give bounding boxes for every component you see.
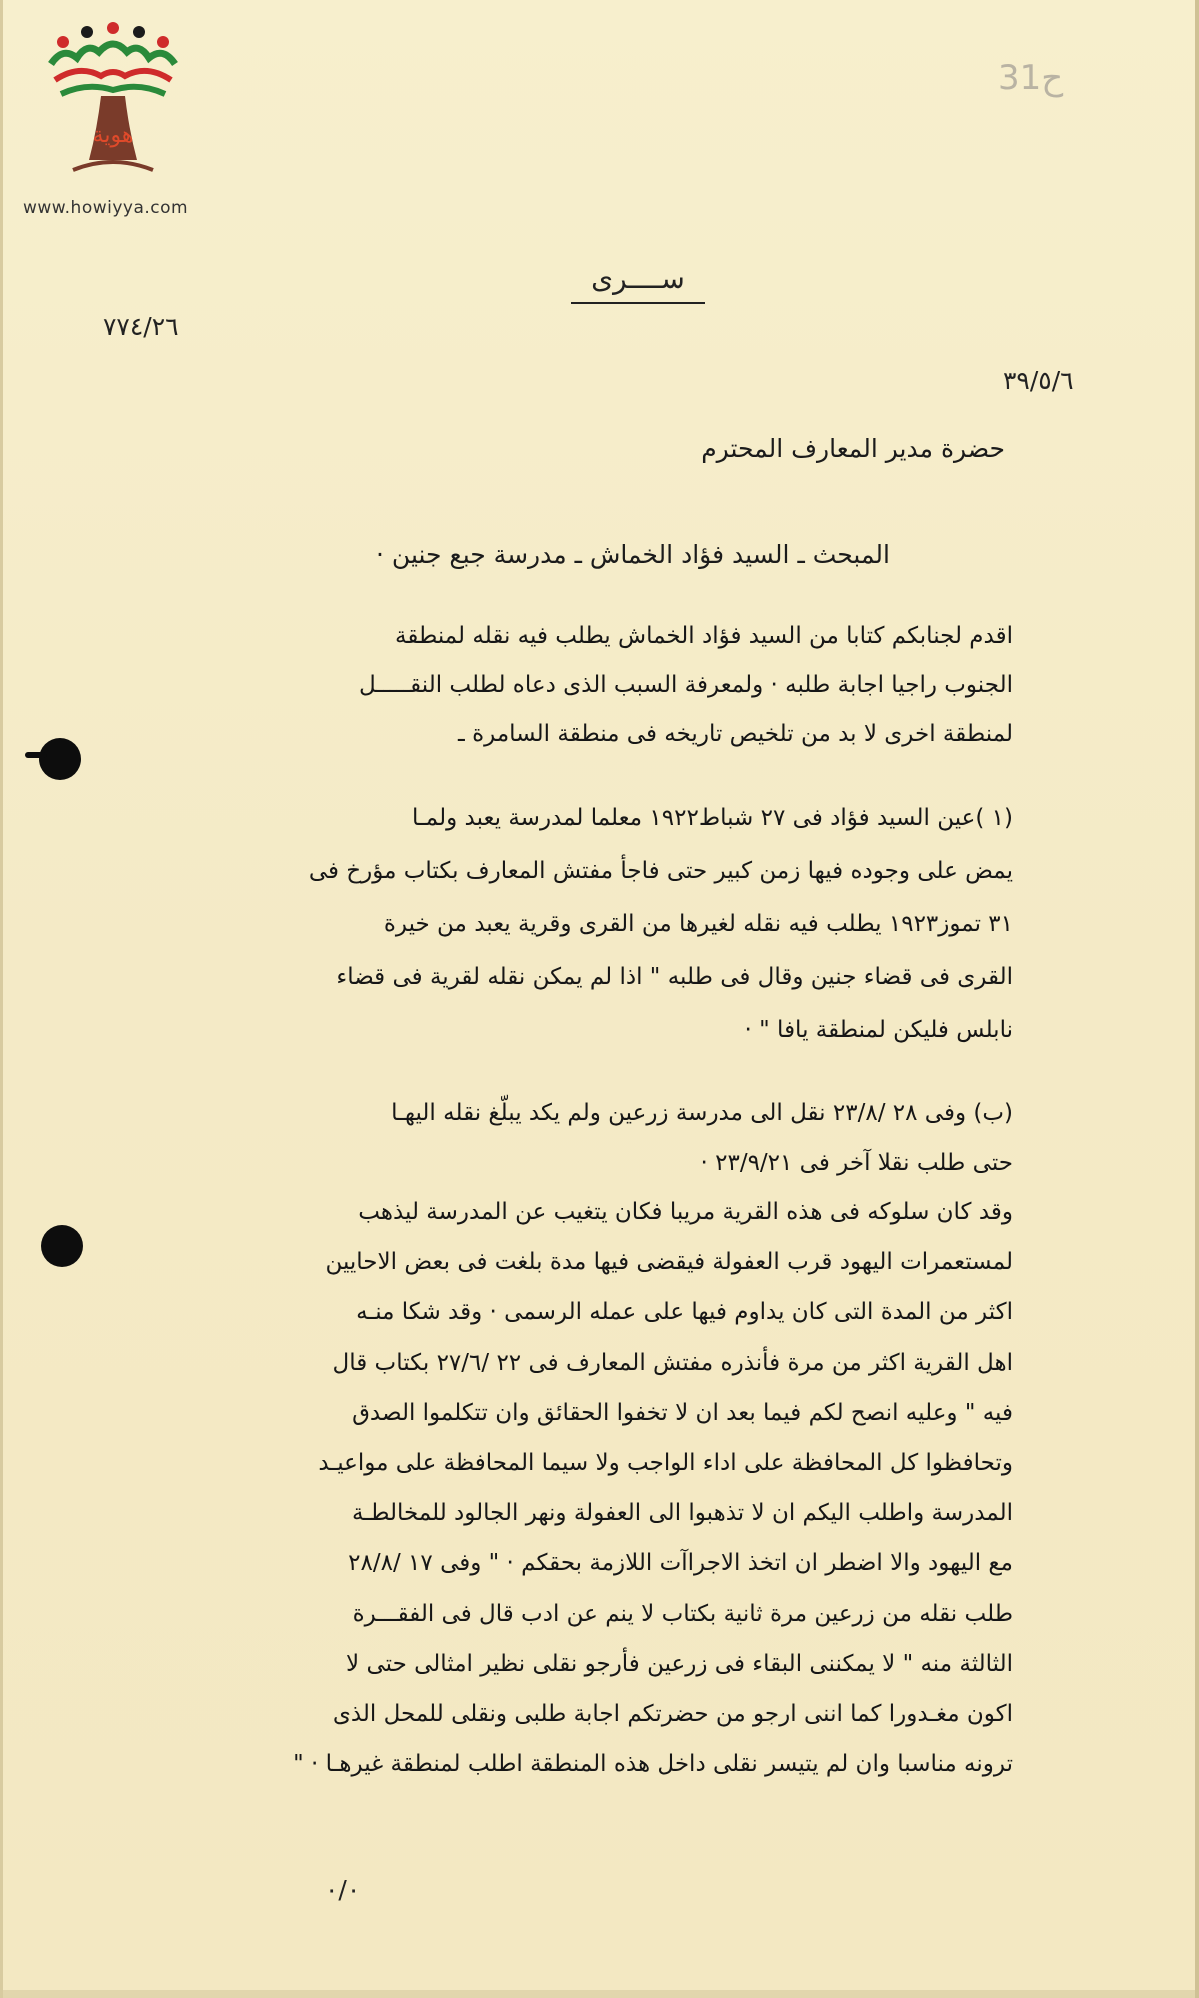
paragraph-intro [98, 612, 1013, 759]
paragraph-line: اكون مغـدورا كما اننى ارجو من حضرتكم اجابة طلبى ونقلى للمحل الذى [332, 1701, 1013, 1728]
paragraph-line: اقدم لجنابكم كتابا من السيد فؤاد الخماش يطلب فيه نقله لمنطقة [394, 623, 1013, 649]
paragraph-line: مع اليهود والا اضطر ان اتخذ الاجراآت اللازمة بحقكم · " وفى ١٧ /٢٨/٨ [348, 1550, 1013, 1577]
punch-hole [39, 738, 81, 780]
howiyya-tree-logo [43, 20, 183, 190]
subject-line: المبحث ـ السيد فؤاد الخماش ـ مدرسة جبع جنين · [376, 540, 890, 569]
paragraph-line: وقد كان سلوكه فى هذه القرية مريبا فكان يتغيب عن المدرسة ليذهب [358, 1199, 1013, 1225]
paragraph-item-b [98, 1088, 1013, 1188]
paragraph-line: وتحافظوا كل المحافظة على اداء الواجب ولا سيما المحافظة على مواعيـد [318, 1450, 1013, 1477]
logo-url: www.howiyya.com [23, 198, 189, 218]
punch-hole [41, 1225, 83, 1267]
paragraph-line: المدرسة واطلب اليكم ان لا تذهبوا الى العفولة ونهر الجالود للمخالطـة [352, 1500, 1013, 1527]
archive-number: ح31 [998, 58, 1064, 98]
paragraph-line: لمستعمرات اليهود قرب العفولة فيقضى فيها مدة بلغت فى بعض الاحايين [325, 1249, 1013, 1276]
paragraph-line: ٣١ تموز١٩٢٣ يطلب فيه نقله لغيرها من القرى وقرية يعبد من خيرة [383, 911, 1013, 937]
logo-text: هوية [92, 123, 134, 148]
paragraph-line: الجنوب راجيا اجابة طلبه · ولمعرفة السبب الذى دعاه لطلب النقـــــل [359, 672, 1013, 698]
paragraph-line: القرى فى قضاء جنين وقال فى طلبه " اذا لم يمكن نقله لقرية فى قضاء [336, 964, 1013, 990]
paragraph-line: لمنطقة اخرى لا بد من تلخيص تاريخه فى منطقة السامرة ـ [458, 721, 1013, 747]
punch-hole-mark [25, 752, 47, 758]
paragraph-line: ترونه مناسبا وان لم يتيسر نقلى داخل هذه المنطقة اطلب لمنطقة غيرهـا · " [293, 1751, 1013, 1778]
paragraph-line: يمض على وجوده فيها زمن كبير حتى فاجأ مفتش المعارف بكتاب مؤرخ فى [308, 858, 1013, 884]
paragraph-line: طلب نقله من زرعين مرة ثانية بكتاب لا ينم عن ادب قال فى الفقـــرة [352, 1600, 1013, 1627]
paragraph-item-a [98, 792, 1013, 1057]
reference-number: ٧٧٤/٢٦ [103, 312, 179, 341]
paragraph-line: (ب) وفى ٢٨ /٢٣/٨ نقل الى مدرسة زرعين ولم يكد يبلّغ نقله اليهـا [391, 1100, 1013, 1126]
classification-underline [571, 302, 705, 304]
addressee: حضرة مدير المعارف المحترم [701, 434, 1005, 463]
paragraph-line: اكثر من المدة التى كان يداوم فيها على عمله الرسمى · وقد شكا منـه [356, 1299, 1013, 1326]
paragraph-line: فيه " وعليه انصح لكم فيما بعد ان لا تخفوا الحقائق وان تتكلموا الصدق [352, 1399, 1013, 1426]
paragraph-line: حتى طلب نقلا آخر فى ٢٣/٩/٢١ · [700, 1150, 1013, 1176]
letter-date: ٣٩/٥/٦ [1003, 366, 1074, 395]
paragraph-line: نابلس فليكن لمنطقة يافا " · [744, 1017, 1013, 1043]
paper-edge [3, 1990, 1195, 1998]
paragraph-conduct [98, 1187, 1013, 1789]
paragraph-line: اهل القرية اكثر من مرة فأنذره مفتش المعارف فى ٢٢ /٢٧/٦ بكتاب قال [332, 1349, 1013, 1376]
page-number: ٠/٠ [325, 1875, 361, 1904]
paragraph-line: (١ )عين السيد فؤاد فى ٢٧ شباط١٩٢٢ معلما لمدرسة يعبد ولمـا [412, 805, 1013, 831]
paragraph-line: الثالثة منه " لا يمكننى البقاء فى زرعين فأرجو نقلى نظير امثالى حتى لا [346, 1650, 1013, 1677]
people-figures-icon [51, 22, 175, 94]
classification-heading: ســــرى [591, 262, 685, 295]
